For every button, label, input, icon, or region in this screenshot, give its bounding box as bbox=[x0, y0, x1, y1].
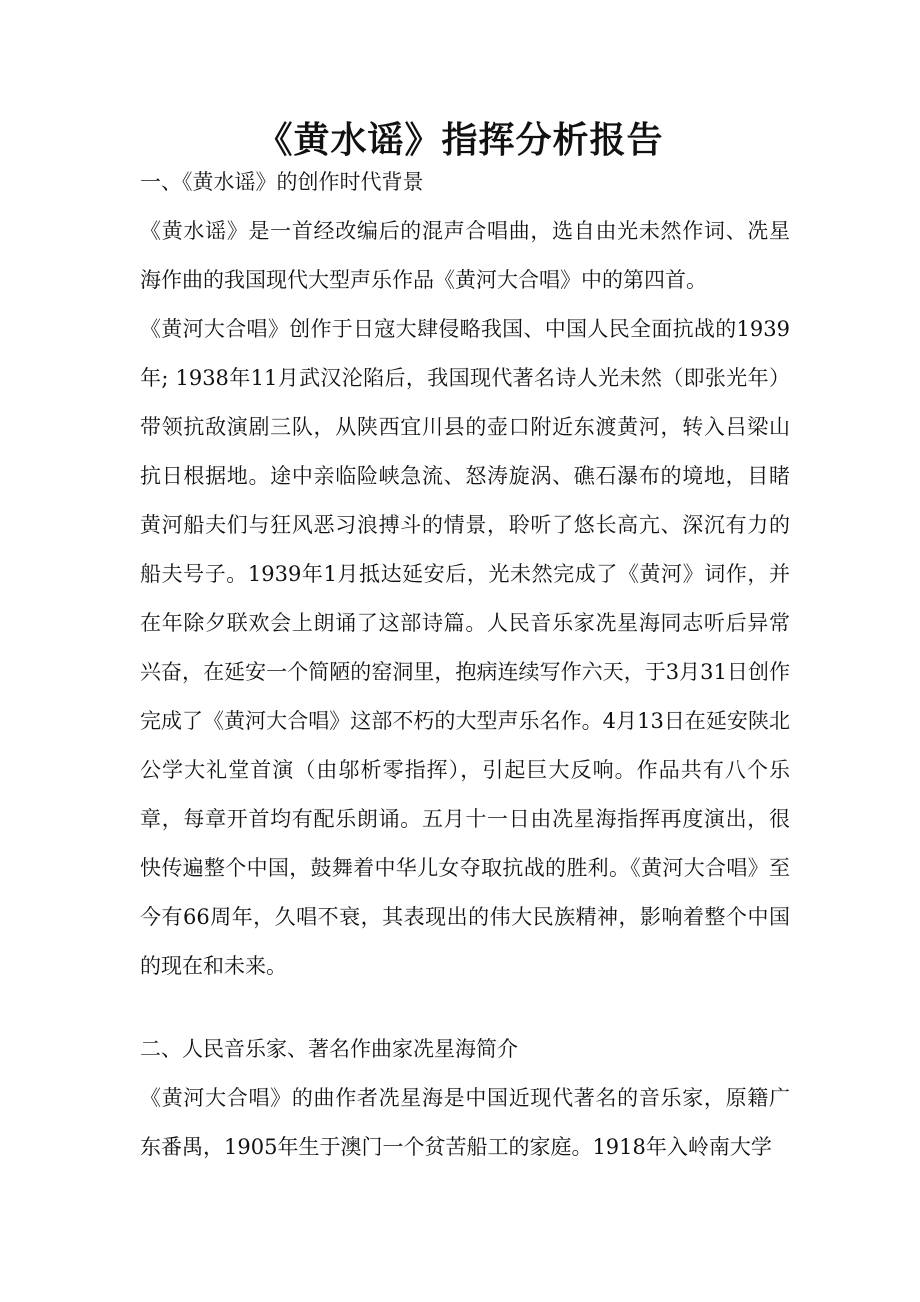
section-heading-composer: 二、人民音乐家、著名作曲家冼星海简介 bbox=[140, 1037, 518, 1061]
paragraph-history: 《黄河大合唱》创作于日寇大肆侵略我国、中国人民全面抗战的1939年; 1938年11月武汉沦陷后，我国现代著名诗人光未然（即张光年）带领抗敌演剧三队，从陕西宜川县的壶口附近东渡黄河，转入吕梁山抗日根据地。途中亲临险峡急流、怒涛旋涡、礁石瀑布的境地，目睹黄河船夫们与狂风恶习浪搏斗的情景，聆听了悠长高亢、深沉有力的船夫号子。1939年1月抵达延安后，光未然完成了《黄河》词作，并在年除夕联欢会上朗诵了这部诗篇。人民音乐家冼星海同志听后异常兴奋，在延安一个简陋的窑洞里，抱病连续写作六天，于3月31日创作完成了《黄河大合唱》这部不朽的大型声乐名作。4月13日在延安陕北公学大礼堂首演（由邬析零指挥），引起巨大反响。作品共有八个乐章，每章开首均有配乐朗诵。五月十一日由冼星海指挥再度演出，很快传遍整个中国，鼓舞着中华儿女夺取抗战的胜利。《黄河大合唱》至今有66周年，久唱不衰，其表现出的伟大民族精神，影响着整个中国的现在和未来。 bbox=[140, 317, 790, 978]
paragraph-intro: 《黄水谣》是一首经改编后的混声合唱曲，选自由光未然作词、冼星海作曲的我国现代大型声乐作品《黄河大合唱》中的第四首。 bbox=[140, 219, 790, 292]
section-heading-background: 一、《黄水谣》的创作时代背景 bbox=[140, 170, 424, 194]
paragraph-composer-bio: 《黄河大合唱》的曲作者冼星海是中国近现代著名的音乐家，原籍广东番禺，1905年生于澳门一个贫苦船工的家庭。1918年入岭南大学 bbox=[140, 1086, 790, 1159]
page-title: 《黄水谣》指挥分析报告 bbox=[256, 119, 664, 161]
